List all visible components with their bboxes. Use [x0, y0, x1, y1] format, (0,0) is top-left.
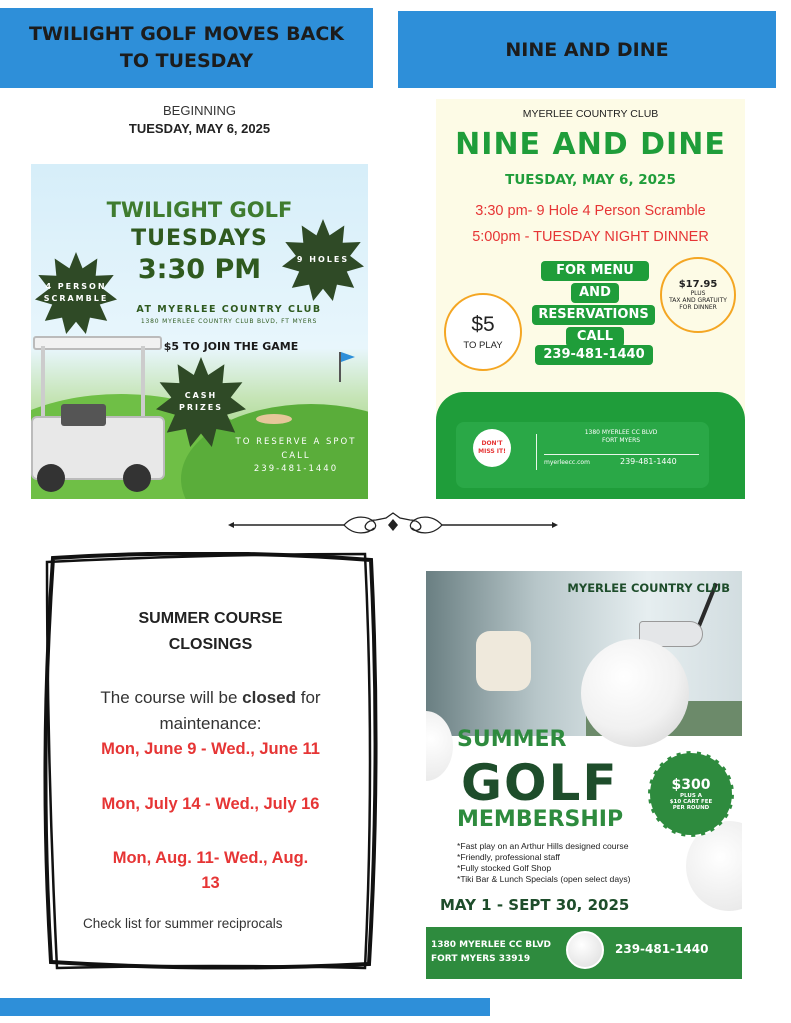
dinner-price: $17.95	[678, 279, 718, 290]
membership-note2: $10 CART FEE	[669, 799, 713, 805]
nd-line1: 3:30 pm- 9 Hole 4 Person Scramble	[475, 203, 706, 219]
cash-line1: CASH	[184, 391, 218, 400]
membership-price-tag	[648, 751, 734, 837]
bullet-item: *Tiki Bar & Lunch Specials (open select days)	[457, 874, 631, 884]
nd-club: MYERLEE COUNTRY CLUB	[522, 108, 659, 120]
menu-box-2	[571, 283, 619, 303]
twilight-phone: 239-481-1440	[253, 464, 339, 474]
reserve-line1: TO RESERVE A SPOT	[235, 437, 357, 447]
scramble-badge	[35, 252, 117, 334]
membership-golf: GOLF	[461, 754, 619, 812]
nd-footer-address1: 1380 MYERLEE CC BLVD	[584, 429, 658, 436]
twilight-title1: TWILIGHT GOLF	[106, 198, 293, 222]
nine-dine-poster	[436, 99, 745, 499]
membership-bullets	[457, 841, 631, 885]
nd-line2: 5:00pm - TUESDAY NIGHT DINNER	[472, 229, 709, 245]
golf-cart-icon	[31, 336, 171, 499]
nd-divider	[536, 434, 537, 470]
dinner-price-circle	[660, 257, 736, 333]
dinner-note3: FOR DINNER	[679, 304, 717, 311]
bullet-item: *Friendly, professional staff	[457, 852, 560, 862]
golf-ball-icon	[566, 931, 604, 969]
menu-phone-box	[535, 345, 653, 365]
intro-pre: The course will be	[100, 688, 243, 707]
twilight-title2: TUESDAYS	[131, 226, 268, 251]
membership-poster	[426, 571, 742, 979]
scramble-line1: 4 PERSON	[45, 282, 107, 291]
twilight-banner-line2: TO TUESDAY	[119, 50, 254, 72]
intro-post: for	[296, 688, 321, 707]
twilight-banner-line1: TWILIGHT GOLF MOVES BACK	[28, 23, 345, 45]
nine-banner	[398, 11, 776, 88]
holes-badge-label: 9 HOLES	[296, 255, 350, 264]
glove-icon	[476, 631, 531, 691]
ornament-divider	[228, 510, 558, 540]
membership-dates: MAY 1 - SEPT 30, 2025	[440, 896, 630, 914]
reserve-line2: CALL	[281, 451, 311, 461]
cash-line2: PRIZES	[178, 403, 224, 412]
twilight-poster	[31, 164, 368, 499]
membership-address1: 1380 MYERLEE CC BLVD	[431, 940, 552, 950]
membership-phone: 239-481-1440	[615, 942, 709, 956]
menu-line: RESERVATIONS	[538, 307, 649, 322]
closing-date-3b: 13	[201, 874, 220, 892]
play-price-circle	[444, 293, 522, 371]
twilight-banner	[0, 8, 373, 88]
nd-title: NINE AND DINE	[455, 127, 726, 162]
membership-club: MYERLEE COUNTRY CLUB	[567, 581, 730, 595]
closing-date-2: Mon, July 14 - Wed., July 16	[101, 795, 320, 813]
membership-note1: PLUS A	[680, 793, 702, 799]
beginning-label: BEGINNING	[163, 103, 236, 118]
membership-summer: SUMMER	[457, 727, 567, 752]
closing-date-1: Mon, June 9 - Wed., June 11	[101, 740, 320, 758]
dinner-note1: PLUS	[690, 290, 706, 297]
closings-intro	[43, 688, 378, 708]
menu-phone: 239-481-1440	[543, 347, 645, 362]
cash-badge	[156, 357, 246, 447]
membership-price: $300	[671, 777, 711, 793]
twilight-club: AT MYERLEE COUNTRY CLUB	[136, 304, 322, 315]
bullet-item: *Fully stocked Golf Shop	[457, 863, 552, 873]
nd-footer-address2: FORT MYERS	[601, 437, 641, 444]
twilight-address: 1380 MYERLEE COUNTRY CLUB BLVD, FT MYERS	[140, 318, 318, 325]
menu-line: CALL	[576, 329, 614, 344]
nd-footer-rule	[544, 454, 699, 455]
closings-title2: CLOSINGS	[168, 636, 253, 653]
golf-ball-icon	[581, 639, 689, 747]
menu-box-1	[541, 261, 649, 281]
scramble-line2: SCRAMBLE	[43, 294, 109, 303]
closings-box	[43, 552, 378, 970]
nine-banner-title: NINE AND DINE	[505, 38, 669, 61]
flag-icon	[341, 352, 355, 362]
closings-note: Check list for summer reciprocals	[83, 916, 283, 931]
sand-trap	[256, 414, 292, 424]
dont-miss: DON'T MISS IT!	[478, 440, 506, 455]
twilight-time: 3:30 PM	[137, 254, 262, 285]
closings-intro-line2: maintenance:	[159, 714, 262, 733]
bullet-item: *Fast play on an Arthur Hills designed course	[457, 841, 629, 851]
membership-address2: FORT MYERS 33919	[431, 954, 531, 964]
menu-box-3	[532, 305, 655, 325]
menu-box-4	[566, 327, 624, 347]
dont-miss-badge	[473, 429, 511, 467]
beginning-block	[31, 103, 368, 136]
nd-footer-phone: 239-481-1440	[620, 457, 677, 466]
play-price: $5	[471, 313, 495, 336]
menu-line: AND	[579, 285, 611, 300]
menu-line: FOR MENU	[556, 263, 634, 278]
closing-date-3a: Mon, Aug. 11- Wed., Aug.	[112, 849, 309, 867]
closings-title1: SUMMER COURSE	[138, 610, 283, 627]
membership-word: MEMBERSHIP	[457, 807, 624, 832]
twilight-join: $5 TO JOIN THE GAME	[163, 340, 299, 353]
bottom-rule	[0, 998, 490, 1016]
nd-date: TUESDAY, MAY 6, 2025	[505, 172, 676, 188]
intro-bold: closed	[242, 688, 297, 707]
play-label: TO PLAY	[463, 340, 503, 351]
holes-badge	[282, 219, 364, 301]
dinner-note2: TAX AND GRATUITY	[669, 297, 727, 304]
membership-note3: PER ROUND	[672, 805, 710, 811]
nd-footer-site: myerleecc.com	[544, 459, 590, 466]
beginning-date: TUESDAY, MAY 6, 2025	[128, 121, 271, 136]
